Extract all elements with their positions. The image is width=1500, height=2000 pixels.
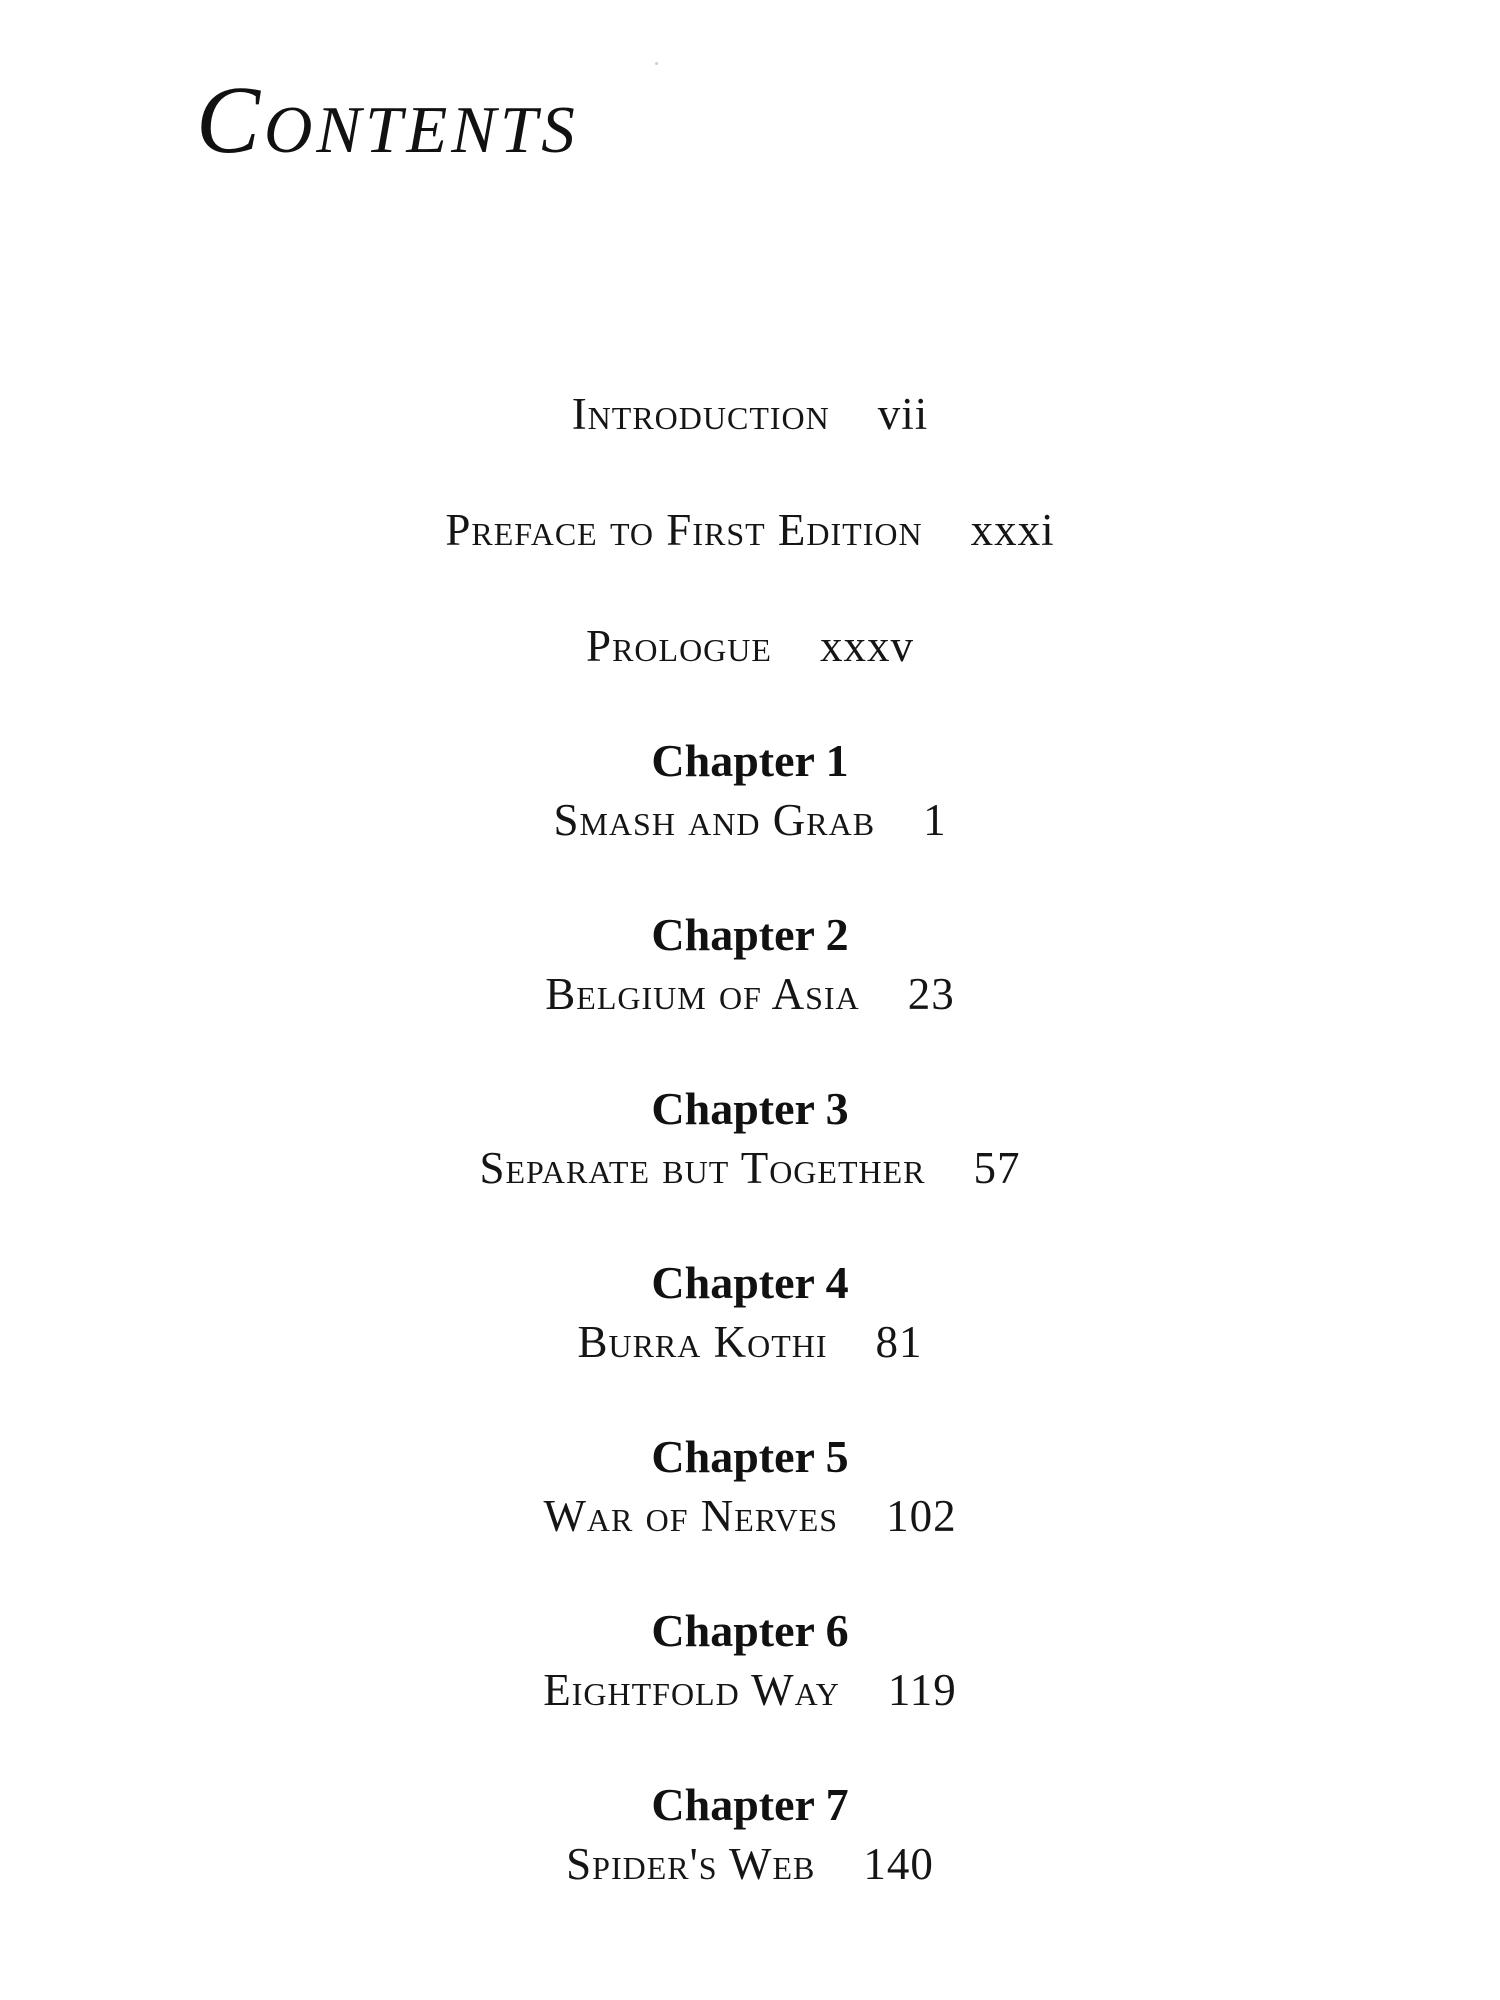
chapter-label: Chapter 6 <box>651 1605 849 1656</box>
toc-page-number: 57 <box>973 1143 1021 1193</box>
toc-chapter-4 <box>0 1257 1500 1367</box>
toc-chapter-6 <box>0 1605 1500 1715</box>
toc-entry-line <box>0 621 1500 671</box>
toc-page-number: 1 <box>923 795 947 845</box>
toc-entry-preface <box>0 505 1500 555</box>
toc-entry-line <box>0 1317 1500 1367</box>
chapter-title: Belgium of Asia <box>545 969 860 1019</box>
chapter-label: Chapter 1 <box>651 735 849 786</box>
toc-page-number: 140 <box>863 1839 934 1889</box>
toc-page-number: vii <box>877 389 929 439</box>
toc-page-number: 102 <box>886 1491 957 1541</box>
chapter-title: Separate but Together <box>479 1143 926 1193</box>
chapter-title: Eightfold Way <box>543 1665 840 1715</box>
toc-entry-title: Preface to First Edition <box>445 505 923 555</box>
toc-chapter-7 <box>0 1779 1500 1889</box>
toc-chapter-1 <box>0 735 1500 845</box>
chapter-label: Chapter 5 <box>651 1431 849 1482</box>
chapter-title: Burra Kothi <box>577 1317 828 1367</box>
toc-entry-introduction <box>0 389 1500 439</box>
chapter-label: Chapter 3 <box>651 1083 849 1134</box>
toc-entry-line <box>0 505 1500 555</box>
toc-entry-prologue <box>0 621 1500 671</box>
toc-page-number: xxxv <box>819 621 914 671</box>
toc-chapter-2 <box>0 909 1500 1019</box>
chapter-label: Chapter 2 <box>651 909 849 960</box>
toc-entry-line <box>0 389 1500 439</box>
paper-speck <box>655 62 658 65</box>
toc-chapter-3 <box>0 1083 1500 1193</box>
toc-page-number: 119 <box>887 1665 957 1715</box>
toc-page-number: 23 <box>907 969 955 1019</box>
chapter-label: Chapter 4 <box>651 1257 849 1308</box>
toc-entry-line <box>0 1665 1500 1715</box>
toc-entry-line <box>0 1143 1500 1193</box>
toc-entry-line <box>0 1491 1500 1541</box>
toc-entry-title: Introduction <box>571 389 830 439</box>
chapter-title: War of Nerves <box>543 1491 839 1541</box>
toc-page-number: 81 <box>875 1317 923 1367</box>
toc-page-number: xxxi <box>970 505 1055 555</box>
chapter-label: Chapter 7 <box>651 1779 849 1830</box>
toc-entry-line <box>0 969 1500 1019</box>
chapter-title: Spider's Web <box>566 1839 816 1889</box>
toc-chapter-5 <box>0 1431 1500 1541</box>
toc-entry-line <box>0 795 1500 845</box>
page-title: Contents <box>196 66 579 173</box>
toc-entry-title: Prologue <box>586 621 772 671</box>
chapter-title: Smash and Grab <box>553 795 876 845</box>
toc-entry-line <box>0 1839 1500 1889</box>
